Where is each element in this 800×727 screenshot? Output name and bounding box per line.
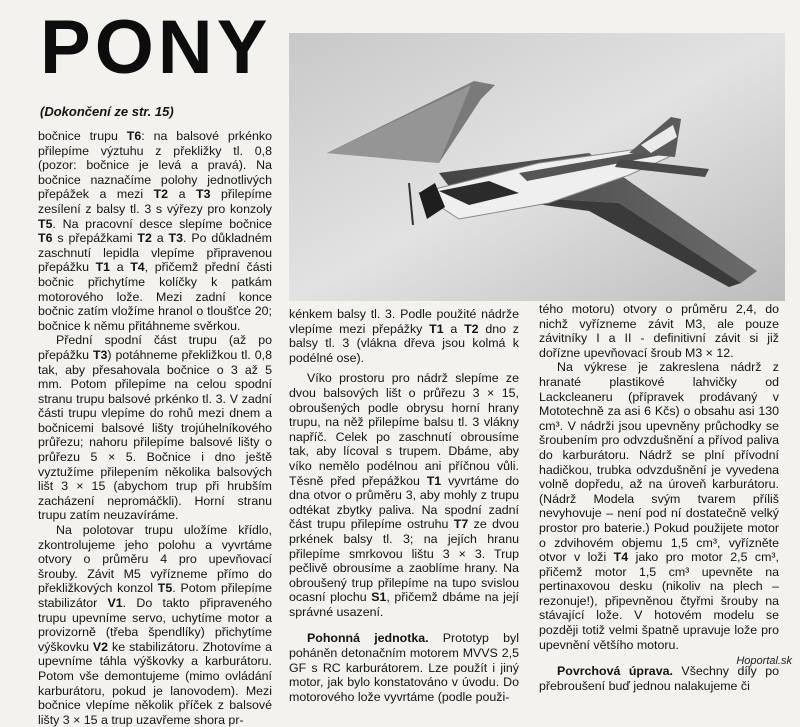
paragraph: kénkem balsy tl. 3. Podle použité nádrže vlepíme mezi přepážky T1 a T2 dno z balsy tl. 3 (vlákna dřeva jsou kolmá k podélné ose).	[289, 307, 519, 365]
text-column-3	[539, 302, 779, 693]
text-column-2	[289, 307, 519, 704]
paragraph: bočnice trupu T6: na balsové prkénko přilepíme výztuhu z překližky tl. 0,8 (pozor: bočnice je levá a pravá). Na bočnice naznačíme polohy jednotlivých přepážek a mezi T2 a T3 přilepíme zesílení z balsy tl. 3 s výřezy pro konzoly T5. Na pracovní desce slepíme bočnice T6 s přepážkami T2 a T3. Po důkladném zaschnutí lepidla vlepíme připravenou přepážku T1 a T4, přičemž přední části bočnic přichytíme kolíčky k patkám motorového lože. Mezi zadní konce bočnic zatím vložíme hranol o tloušťce 20; bočnice k němu přitáhneme svěrkou.	[38, 129, 273, 333]
paragraph: tého motoru) otvory o průměru 2,4, do nichž vyřízneme závit M3, ale pouze závitníky I a II - definitivní závit si již dořízne upevňovací šroub M3 × 12.	[539, 302, 779, 360]
paragraph: Víko prostoru pro nádrž slepíme ze dvou balsových lišt o průřezu 3 × 15, obroušených podle obrysu horní hrany trupu, na něž přilepíme balsu tl. 3 vlákny napříč. Celek po zaschnutí obrousíme tak, aby lícoval s trupem. Dbáme, aby víko nemělo podélnou ani příčnou vůli. Těsně před přepážkou T1 vyvrtáme do dna otvor o průměru 3, aby mohly z trupu odtékat zbytky paliva. Na spodní zadní část trupu přilepíme ostruhu T7 ze dvou prkének balsy tl. 3; na jejích hranu přilepíme smrkovou lištu 3 × 3. Trup pečlivě obrousíme a zaoblíme hrany. Na obroušený trup přilepíme na tupo svislou ocasní plochu S1, přičemž dbáme na její správné usazení.	[289, 371, 519, 619]
paragraph: Na výkrese je zakreslena nádrž z hranaté plastikové lahvičky od Lackcleaneru (přípravek prodávaný v Mototechně za asi 6 Kčs) o obsahu asi 130 cm³. V nádrži jsou upevněny průchodky se šroubením pro odvzdušnění a přívod paliva do karburátoru. Nádrž se plní přívodní hadičkou, trubka odvzdušnění je vyvedena volně dopředu, až na úroveň karburátoru. (Nádrž Modela svým tvarem příliš nevyhovuje – není pod ní dostatečně velký prostor pro baterie.) Pokud použijete motor o zdvihovém objemu 1,5 cm³, vyřízněte otvor v loži T4 jako pro motor 2,5 cm³, přičemž motor 1,5 cm³ upevněte na pertinaxovou desku (nikoliv na plech – rezonuje!), připevněnou čtyřmi šrouby na stávající lože. V hotovém modelu se později totiž velmi špatně upravuje lože pro upevnění většího motoru.	[539, 360, 779, 652]
text-column-1	[38, 129, 272, 727]
section-paragraph: Pohonná jednotka. Prototyp byl poháněn detonačním motorem MVVS 2,5 GF s RC karburátorem. Lze použít i jiný motor, jak bylo konstatováno v úvodu. Do motorového lože vyvrtáme (podle použi-	[289, 631, 519, 704]
section-paragraph: Povrchová úprava. Všechny díly po přebroušení buď jednou nalakujeme či	[539, 664, 780, 693]
watermark: Hoportal.sk	[736, 655, 792, 667]
article-title: PONY	[40, 5, 272, 90]
paragraph: Na polotovar trupu uložíme křídlo, zkontrolujeme jeho polohu a vyvrtáme otvory o průměru 4 pro upevňovací šrouby. Závit M5 vyřízneme přímo do překližkových konzol T5. Potom přilepíme stabilizátor V1. Do takto připraveného trupu upevníme servo, uchytíme motor a provizorně (třeba špendlíky) přichytíme výškovku V2 ke stabilizátoru. Zhotovíme a upevníme táhla výškovky a karburátoru. Potom vše demontujeme (mimo ovládání karburátoru, pokud je lanovodem). Mezi bočnice vlepíme několik příček z balsové lišty 3 × 15 a trup uzavřeme shora pr-	[38, 523, 272, 727]
paragraph: Přední spodní část trupu (až po přepážku T3) potáhneme překližkou tl. 0,8 tak, aby přesahovala bočnice o 3 až 5 mm. Potom přilepíme na celou spodní stranu trupu balsové prkénko tl. 3. V zadní části trupu vlepíme do rohů mezi dnem a bočnicemi balsové lišty trojúhelníkového průřezu; nahoru přilepíme balsové lišty o průřezu 5 × 5. Bočnice i dno ještě vyztužíme přilepením několika balsových lišt 3 × 15 (abychom trup při hrubším zacházení nepromáčkli). Horní stranu trupu zatím neuzavíráme.	[38, 333, 272, 523]
glider-photo-icon	[289, 33, 785, 301]
continuation-note: (Dokončení ze str. 15)	[40, 104, 174, 119]
model-glider-photo	[289, 33, 785, 301]
